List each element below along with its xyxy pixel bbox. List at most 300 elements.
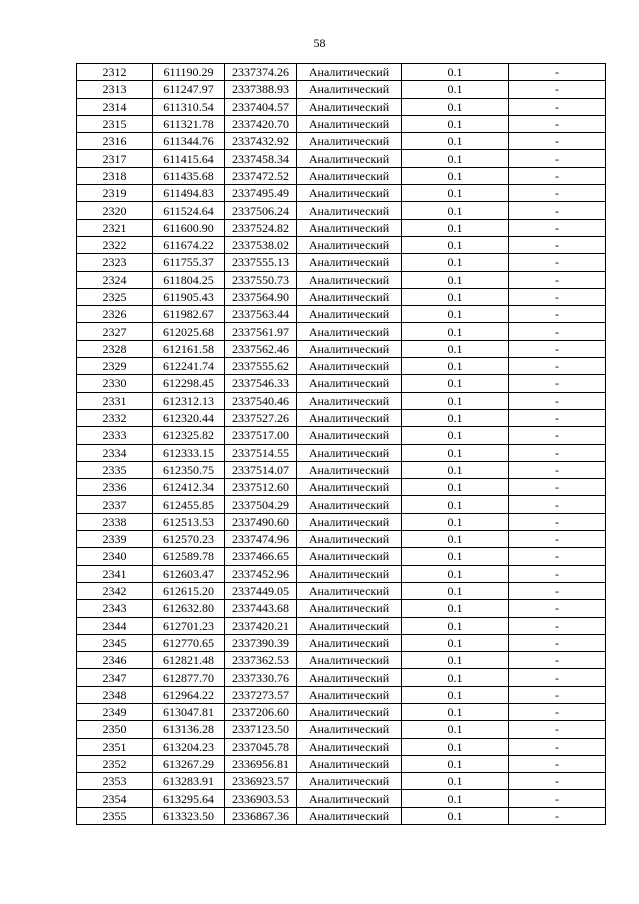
table-row xyxy=(77,392,606,409)
point-number-cell: 2326 xyxy=(77,306,153,323)
table-row xyxy=(77,652,606,669)
table-row xyxy=(77,513,606,530)
method-cell: Аналитический xyxy=(297,721,402,738)
accuracy-cell: 0.1 xyxy=(402,444,509,461)
point-number-cell: 2330 xyxy=(77,375,153,392)
note-cell: - xyxy=(509,582,606,599)
note-cell: - xyxy=(509,271,606,288)
table-body xyxy=(77,64,606,825)
point-number-cell: 2334 xyxy=(77,444,153,461)
note-cell: - xyxy=(509,755,606,772)
accuracy-cell: 0.1 xyxy=(402,513,509,530)
note-cell: - xyxy=(509,531,606,548)
note-cell: - xyxy=(509,496,606,513)
note-cell: - xyxy=(509,790,606,807)
note-cell: - xyxy=(509,565,606,582)
point-number-cell: 2341 xyxy=(77,565,153,582)
method-cell: Аналитический xyxy=(297,686,402,703)
accuracy-cell: 0.1 xyxy=(402,686,509,703)
y-coordinate-cell: 2337432.92 xyxy=(225,133,297,150)
x-coordinate-cell: 611321.78 xyxy=(153,115,225,132)
y-coordinate-cell: 2337564.90 xyxy=(225,288,297,305)
y-coordinate-cell: 2337388.93 xyxy=(225,81,297,98)
y-coordinate-cell: 2337466.65 xyxy=(225,548,297,565)
point-number-cell: 2339 xyxy=(77,531,153,548)
method-cell: Аналитический xyxy=(297,115,402,132)
point-number-cell: 2317 xyxy=(77,150,153,167)
method-cell: Аналитический xyxy=(297,652,402,669)
point-number-cell: 2324 xyxy=(77,271,153,288)
note-cell: - xyxy=(509,358,606,375)
note-cell: - xyxy=(509,409,606,426)
accuracy-cell: 0.1 xyxy=(402,582,509,599)
point-number-cell: 2336 xyxy=(77,479,153,496)
y-coordinate-cell: 2337546.33 xyxy=(225,375,297,392)
table-row xyxy=(77,98,606,115)
point-number-cell: 2349 xyxy=(77,703,153,720)
note-cell: - xyxy=(509,254,606,271)
method-cell: Аналитический xyxy=(297,479,402,496)
table-row xyxy=(77,565,606,582)
table-row xyxy=(77,669,606,686)
x-coordinate-cell: 612770.65 xyxy=(153,634,225,651)
method-cell: Аналитический xyxy=(297,340,402,357)
method-cell: Аналитический xyxy=(297,202,402,219)
note-cell: - xyxy=(509,150,606,167)
method-cell: Аналитический xyxy=(297,738,402,755)
y-coordinate-cell: 2336956.81 xyxy=(225,755,297,772)
table-row xyxy=(77,167,606,184)
x-coordinate-cell: 612161.58 xyxy=(153,340,225,357)
y-coordinate-cell: 2337514.07 xyxy=(225,461,297,478)
note-cell: - xyxy=(509,185,606,202)
method-cell: Аналитический xyxy=(297,375,402,392)
method-cell: Аналитический xyxy=(297,64,402,81)
x-coordinate-cell: 612877.70 xyxy=(153,669,225,686)
point-number-cell: 2319 xyxy=(77,185,153,202)
y-coordinate-cell: 2337514.55 xyxy=(225,444,297,461)
method-cell: Аналитический xyxy=(297,81,402,98)
y-coordinate-cell: 2337474.96 xyxy=(225,531,297,548)
table-row xyxy=(77,496,606,513)
y-coordinate-cell: 2337527.26 xyxy=(225,409,297,426)
table-row xyxy=(77,236,606,253)
accuracy-cell: 0.1 xyxy=(402,219,509,236)
x-coordinate-cell: 612455.85 xyxy=(153,496,225,513)
point-number-cell: 2350 xyxy=(77,721,153,738)
x-coordinate-cell: 612589.78 xyxy=(153,548,225,565)
note-cell: - xyxy=(509,461,606,478)
y-coordinate-cell: 2337443.68 xyxy=(225,600,297,617)
x-coordinate-cell: 612701.23 xyxy=(153,617,225,634)
point-number-cell: 2355 xyxy=(77,807,153,824)
note-cell: - xyxy=(509,167,606,184)
point-number-cell: 2337 xyxy=(77,496,153,513)
x-coordinate-cell: 612570.23 xyxy=(153,531,225,548)
method-cell: Аналитический xyxy=(297,807,402,824)
table-row xyxy=(77,115,606,132)
page-number: 58 xyxy=(313,36,326,50)
y-coordinate-cell: 2337452.96 xyxy=(225,565,297,582)
method-cell: Аналитический xyxy=(297,582,402,599)
point-number-cell: 2344 xyxy=(77,617,153,634)
accuracy-cell: 0.1 xyxy=(402,288,509,305)
x-coordinate-cell: 613204.23 xyxy=(153,738,225,755)
point-number-cell: 2316 xyxy=(77,133,153,150)
y-coordinate-cell: 2337420.70 xyxy=(225,115,297,132)
accuracy-cell: 0.1 xyxy=(402,81,509,98)
x-coordinate-cell: 611344.76 xyxy=(153,133,225,150)
table-row xyxy=(77,721,606,738)
note-cell: - xyxy=(509,202,606,219)
point-number-cell: 2343 xyxy=(77,600,153,617)
y-coordinate-cell: 2337524.82 xyxy=(225,219,297,236)
method-cell: Аналитический xyxy=(297,323,402,340)
method-cell: Аналитический xyxy=(297,513,402,530)
accuracy-cell: 0.1 xyxy=(402,617,509,634)
note-cell: - xyxy=(509,617,606,634)
note-cell: - xyxy=(509,98,606,115)
table-row xyxy=(77,755,606,772)
y-coordinate-cell: 2337330.76 xyxy=(225,669,297,686)
note-cell: - xyxy=(509,600,606,617)
accuracy-cell: 0.1 xyxy=(402,721,509,738)
y-coordinate-cell: 2337273.57 xyxy=(225,686,297,703)
x-coordinate-cell: 612350.75 xyxy=(153,461,225,478)
method-cell: Аналитический xyxy=(297,236,402,253)
accuracy-cell: 0.1 xyxy=(402,755,509,772)
accuracy-cell: 0.1 xyxy=(402,115,509,132)
y-coordinate-cell: 2336903.53 xyxy=(225,790,297,807)
point-number-cell: 2325 xyxy=(77,288,153,305)
table-row xyxy=(77,600,606,617)
x-coordinate-cell: 613283.91 xyxy=(153,773,225,790)
table-row xyxy=(77,461,606,478)
y-coordinate-cell: 2337420.21 xyxy=(225,617,297,634)
accuracy-cell: 0.1 xyxy=(402,306,509,323)
method-cell: Аналитический xyxy=(297,254,402,271)
x-coordinate-cell: 612513.53 xyxy=(153,513,225,530)
table-row xyxy=(77,358,606,375)
accuracy-cell: 0.1 xyxy=(402,703,509,720)
note-cell: - xyxy=(509,634,606,651)
note-cell: - xyxy=(509,721,606,738)
method-cell: Аналитический xyxy=(297,98,402,115)
x-coordinate-cell: 611310.54 xyxy=(153,98,225,115)
table-row xyxy=(77,634,606,651)
x-coordinate-cell: 611600.90 xyxy=(153,219,225,236)
y-coordinate-cell: 2337123.50 xyxy=(225,721,297,738)
y-coordinate-cell: 2337550.73 xyxy=(225,271,297,288)
table-row xyxy=(77,340,606,357)
table-row xyxy=(77,64,606,81)
table-row xyxy=(77,617,606,634)
point-number-cell: 2346 xyxy=(77,652,153,669)
accuracy-cell: 0.1 xyxy=(402,133,509,150)
x-coordinate-cell: 611674.22 xyxy=(153,236,225,253)
x-coordinate-cell: 612325.82 xyxy=(153,427,225,444)
y-coordinate-cell: 2337540.46 xyxy=(225,392,297,409)
table-row xyxy=(77,738,606,755)
y-coordinate-cell: 2337555.62 xyxy=(225,358,297,375)
x-coordinate-cell: 611804.25 xyxy=(153,271,225,288)
x-coordinate-cell: 613323.50 xyxy=(153,807,225,824)
note-cell: - xyxy=(509,738,606,755)
method-cell: Аналитический xyxy=(297,133,402,150)
y-coordinate-cell: 2337495.49 xyxy=(225,185,297,202)
x-coordinate-cell: 612821.48 xyxy=(153,652,225,669)
note-cell: - xyxy=(509,513,606,530)
table-row xyxy=(77,271,606,288)
method-cell: Аналитический xyxy=(297,185,402,202)
table-row xyxy=(77,427,606,444)
method-cell: Аналитический xyxy=(297,617,402,634)
x-coordinate-cell: 612312.13 xyxy=(153,392,225,409)
method-cell: Аналитический xyxy=(297,427,402,444)
method-cell: Аналитический xyxy=(297,600,402,617)
point-number-cell: 2329 xyxy=(77,358,153,375)
point-number-cell: 2318 xyxy=(77,167,153,184)
x-coordinate-cell: 612320.44 xyxy=(153,409,225,426)
accuracy-cell: 0.1 xyxy=(402,392,509,409)
method-cell: Аналитический xyxy=(297,306,402,323)
y-coordinate-cell: 2336923.57 xyxy=(225,773,297,790)
table-row xyxy=(77,288,606,305)
accuracy-cell: 0.1 xyxy=(402,64,509,81)
point-number-cell: 2327 xyxy=(77,323,153,340)
accuracy-cell: 0.1 xyxy=(402,531,509,548)
note-cell: - xyxy=(509,669,606,686)
point-number-cell: 2315 xyxy=(77,115,153,132)
accuracy-cell: 0.1 xyxy=(402,375,509,392)
y-coordinate-cell: 2337374.26 xyxy=(225,64,297,81)
point-number-cell: 2353 xyxy=(77,773,153,790)
method-cell: Аналитический xyxy=(297,271,402,288)
table-row xyxy=(77,479,606,496)
note-cell: - xyxy=(509,703,606,720)
accuracy-cell: 0.1 xyxy=(402,461,509,478)
x-coordinate-cell: 613047.81 xyxy=(153,703,225,720)
y-coordinate-cell: 2337555.13 xyxy=(225,254,297,271)
point-number-cell: 2351 xyxy=(77,738,153,755)
accuracy-cell: 0.1 xyxy=(402,738,509,755)
table-row xyxy=(77,219,606,236)
table-row xyxy=(77,202,606,219)
point-number-cell: 2348 xyxy=(77,686,153,703)
table-row xyxy=(77,306,606,323)
x-coordinate-cell: 611755.37 xyxy=(153,254,225,271)
table-row xyxy=(77,323,606,340)
method-cell: Аналитический xyxy=(297,358,402,375)
x-coordinate-cell: 612025.68 xyxy=(153,323,225,340)
method-cell: Аналитический xyxy=(297,669,402,686)
x-coordinate-cell: 612632.80 xyxy=(153,600,225,617)
table-row xyxy=(77,375,606,392)
y-coordinate-cell: 2337561.97 xyxy=(225,323,297,340)
note-cell: - xyxy=(509,686,606,703)
point-number-cell: 2313 xyxy=(77,81,153,98)
table-row xyxy=(77,773,606,790)
x-coordinate-cell: 612241.74 xyxy=(153,358,225,375)
note-cell: - xyxy=(509,548,606,565)
note-cell: - xyxy=(509,133,606,150)
method-cell: Аналитический xyxy=(297,409,402,426)
x-coordinate-cell: 611435.68 xyxy=(153,167,225,184)
table-row xyxy=(77,409,606,426)
point-number-cell: 2342 xyxy=(77,582,153,599)
note-cell: - xyxy=(509,306,606,323)
accuracy-cell: 0.1 xyxy=(402,323,509,340)
x-coordinate-cell: 612333.15 xyxy=(153,444,225,461)
accuracy-cell: 0.1 xyxy=(402,669,509,686)
x-coordinate-cell: 613136.28 xyxy=(153,721,225,738)
x-coordinate-cell: 611905.43 xyxy=(153,288,225,305)
y-coordinate-cell: 2337206.60 xyxy=(225,703,297,720)
accuracy-cell: 0.1 xyxy=(402,496,509,513)
accuracy-cell: 0.1 xyxy=(402,340,509,357)
table-row xyxy=(77,548,606,565)
point-number-cell: 2345 xyxy=(77,634,153,651)
method-cell: Аналитический xyxy=(297,496,402,513)
x-coordinate-cell: 611247.97 xyxy=(153,81,225,98)
method-cell: Аналитический xyxy=(297,392,402,409)
table-row xyxy=(77,582,606,599)
point-number-cell: 2320 xyxy=(77,202,153,219)
note-cell: - xyxy=(509,340,606,357)
y-coordinate-cell: 2337449.05 xyxy=(225,582,297,599)
y-coordinate-cell: 2337404.57 xyxy=(225,98,297,115)
point-number-cell: 2328 xyxy=(77,340,153,357)
point-number-cell: 2331 xyxy=(77,392,153,409)
table-row xyxy=(77,133,606,150)
accuracy-cell: 0.1 xyxy=(402,202,509,219)
table-row xyxy=(77,150,606,167)
table-row xyxy=(77,807,606,824)
note-cell: - xyxy=(509,219,606,236)
point-number-cell: 2347 xyxy=(77,669,153,686)
point-number-cell: 2352 xyxy=(77,755,153,772)
method-cell: Аналитический xyxy=(297,634,402,651)
x-coordinate-cell: 612603.47 xyxy=(153,565,225,582)
accuracy-cell: 0.1 xyxy=(402,652,509,669)
accuracy-cell: 0.1 xyxy=(402,634,509,651)
accuracy-cell: 0.1 xyxy=(402,807,509,824)
point-number-cell: 2332 xyxy=(77,409,153,426)
accuracy-cell: 0.1 xyxy=(402,271,509,288)
note-cell: - xyxy=(509,444,606,461)
accuracy-cell: 0.1 xyxy=(402,548,509,565)
method-cell: Аналитический xyxy=(297,150,402,167)
method-cell: Аналитический xyxy=(297,755,402,772)
accuracy-cell: 0.1 xyxy=(402,600,509,617)
note-cell: - xyxy=(509,81,606,98)
method-cell: Аналитический xyxy=(297,548,402,565)
table-row xyxy=(77,790,606,807)
note-cell: - xyxy=(509,773,606,790)
note-cell: - xyxy=(509,288,606,305)
accuracy-cell: 0.1 xyxy=(402,236,509,253)
note-cell: - xyxy=(509,807,606,824)
method-cell: Аналитический xyxy=(297,444,402,461)
x-coordinate-cell: 611982.67 xyxy=(153,306,225,323)
y-coordinate-cell: 2337538.02 xyxy=(225,236,297,253)
table-row xyxy=(77,686,606,703)
x-coordinate-cell: 613267.29 xyxy=(153,755,225,772)
table-row xyxy=(77,703,606,720)
accuracy-cell: 0.1 xyxy=(402,565,509,582)
point-number-cell: 2322 xyxy=(77,236,153,253)
coordinates-table xyxy=(76,63,606,825)
point-number-cell: 2314 xyxy=(77,98,153,115)
point-number-cell: 2335 xyxy=(77,461,153,478)
method-cell: Аналитический xyxy=(297,565,402,582)
note-cell: - xyxy=(509,115,606,132)
table-row xyxy=(77,444,606,461)
y-coordinate-cell: 2337517.00 xyxy=(225,427,297,444)
y-coordinate-cell: 2337504.29 xyxy=(225,496,297,513)
x-coordinate-cell: 612964.22 xyxy=(153,686,225,703)
y-coordinate-cell: 2337045.78 xyxy=(225,738,297,755)
method-cell: Аналитический xyxy=(297,219,402,236)
note-cell: - xyxy=(509,236,606,253)
point-number-cell: 2354 xyxy=(77,790,153,807)
x-coordinate-cell: 612298.45 xyxy=(153,375,225,392)
note-cell: - xyxy=(509,323,606,340)
x-coordinate-cell: 611415.64 xyxy=(153,150,225,167)
point-number-cell: 2338 xyxy=(77,513,153,530)
x-coordinate-cell: 611494.83 xyxy=(153,185,225,202)
accuracy-cell: 0.1 xyxy=(402,254,509,271)
x-coordinate-cell: 611524.64 xyxy=(153,202,225,219)
method-cell: Аналитический xyxy=(297,167,402,184)
note-cell: - xyxy=(509,427,606,444)
point-number-cell: 2321 xyxy=(77,219,153,236)
point-number-cell: 2312 xyxy=(77,64,153,81)
table-row xyxy=(77,185,606,202)
accuracy-cell: 0.1 xyxy=(402,427,509,444)
y-coordinate-cell: 2337512.60 xyxy=(225,479,297,496)
x-coordinate-cell: 611190.29 xyxy=(153,64,225,81)
note-cell: - xyxy=(509,652,606,669)
method-cell: Аналитический xyxy=(297,703,402,720)
method-cell: Аналитический xyxy=(297,531,402,548)
accuracy-cell: 0.1 xyxy=(402,790,509,807)
table-row xyxy=(77,531,606,548)
y-coordinate-cell: 2337562.46 xyxy=(225,340,297,357)
y-coordinate-cell: 2337472.52 xyxy=(225,167,297,184)
y-coordinate-cell: 2337362.53 xyxy=(225,652,297,669)
method-cell: Аналитический xyxy=(297,790,402,807)
accuracy-cell: 0.1 xyxy=(402,773,509,790)
x-coordinate-cell: 613295.64 xyxy=(153,790,225,807)
accuracy-cell: 0.1 xyxy=(402,185,509,202)
accuracy-cell: 0.1 xyxy=(402,167,509,184)
note-cell: - xyxy=(509,64,606,81)
table-row xyxy=(77,254,606,271)
accuracy-cell: 0.1 xyxy=(402,479,509,496)
y-coordinate-cell: 2337390.39 xyxy=(225,634,297,651)
note-cell: - xyxy=(509,479,606,496)
y-coordinate-cell: 2337490.60 xyxy=(225,513,297,530)
x-coordinate-cell: 612412.34 xyxy=(153,479,225,496)
accuracy-cell: 0.1 xyxy=(402,358,509,375)
table-row xyxy=(77,81,606,98)
note-cell: - xyxy=(509,375,606,392)
point-number-cell: 2340 xyxy=(77,548,153,565)
method-cell: Аналитический xyxy=(297,461,402,478)
accuracy-cell: 0.1 xyxy=(402,98,509,115)
y-coordinate-cell: 2337506.24 xyxy=(225,202,297,219)
